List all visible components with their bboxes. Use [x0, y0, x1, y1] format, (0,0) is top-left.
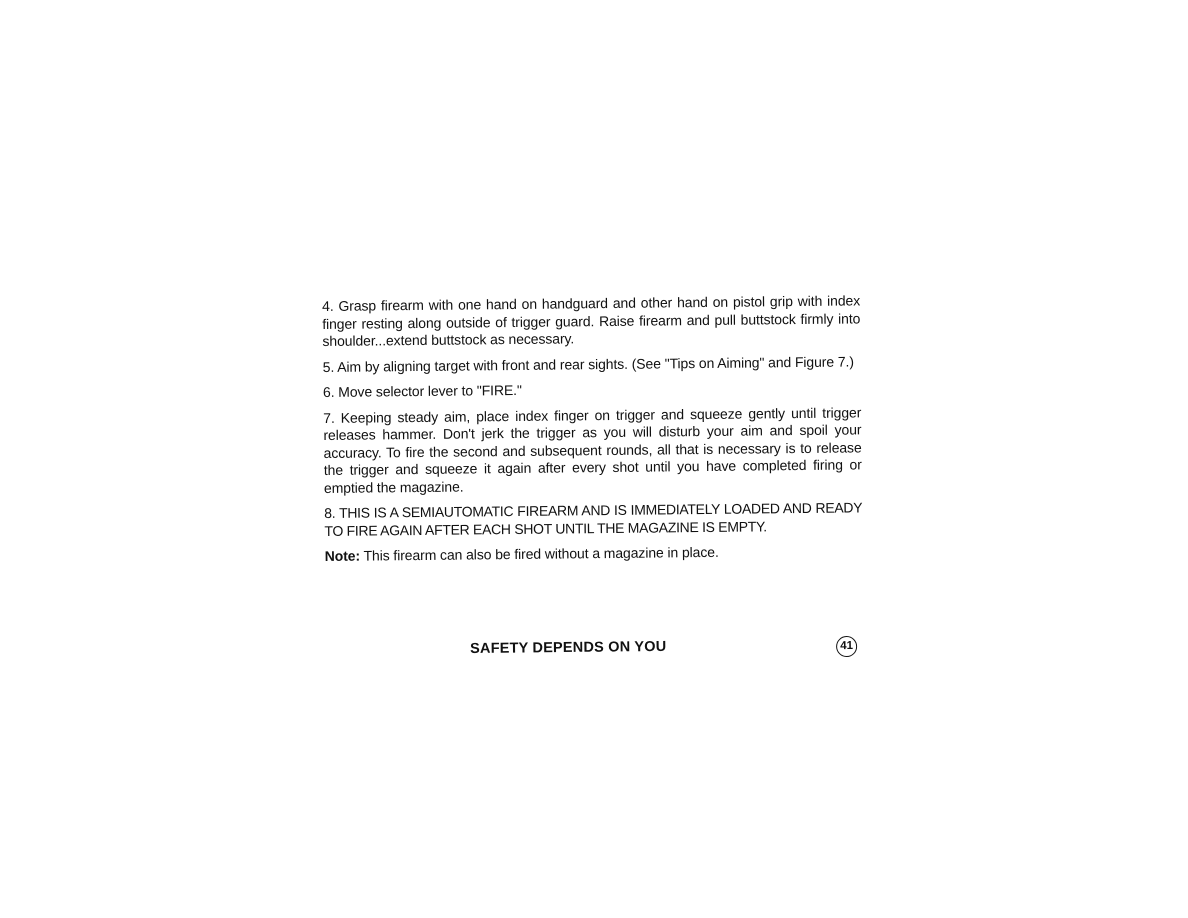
note-paragraph: [325, 542, 863, 565]
instruction-step-5: 5. Aim by aligning target with front and rear sights. (See "Tips on Aiming" and Figure 7.): [322, 352, 854, 375]
footer-title: SAFETY DEPENDS ON YOU: [470, 638, 667, 657]
instruction-step-6: 6. Move selector lever to "FIRE.": [322, 381, 522, 400]
instruction-step-7: 7. Keeping steady aim, place index finger on trigger and squeeze gently until trigger releases hammer. Don't jerk the trigger as you will disturb your aim and spoil your accuracy. To fire the second and subsequent rounds, all that is necessary is to release the trigger and squeeze it again after every shot until you have completed firing or emptied the magazine.: [323, 403, 862, 496]
page-number-badge: 41: [836, 636, 857, 657]
note-text: This firearm can also be fired without a magazine in place.: [363, 543, 719, 564]
instruction-step-4: 4. Grasp firearm with one hand on handguard and other hand on pistol grip with index finger resting along outside of trigger guard. Raise firearm and pull buttstock firmly into shoulder...extend buttstock as necessary.: [322, 292, 861, 349]
page-footer: [470, 634, 860, 664]
note-label: Note:: [324, 547, 361, 564]
manual-page-body: [322, 292, 863, 573]
instruction-step-8-warning: 8. THIS IS A SEMIAUTOMATIC FIREARM AND IS IMMEDIATELY LOADED AND READY TO FIRE AGAIN AFTER EACH SHOT UNTIL THE MAGAZINE IS EMPTY.: [324, 499, 863, 539]
